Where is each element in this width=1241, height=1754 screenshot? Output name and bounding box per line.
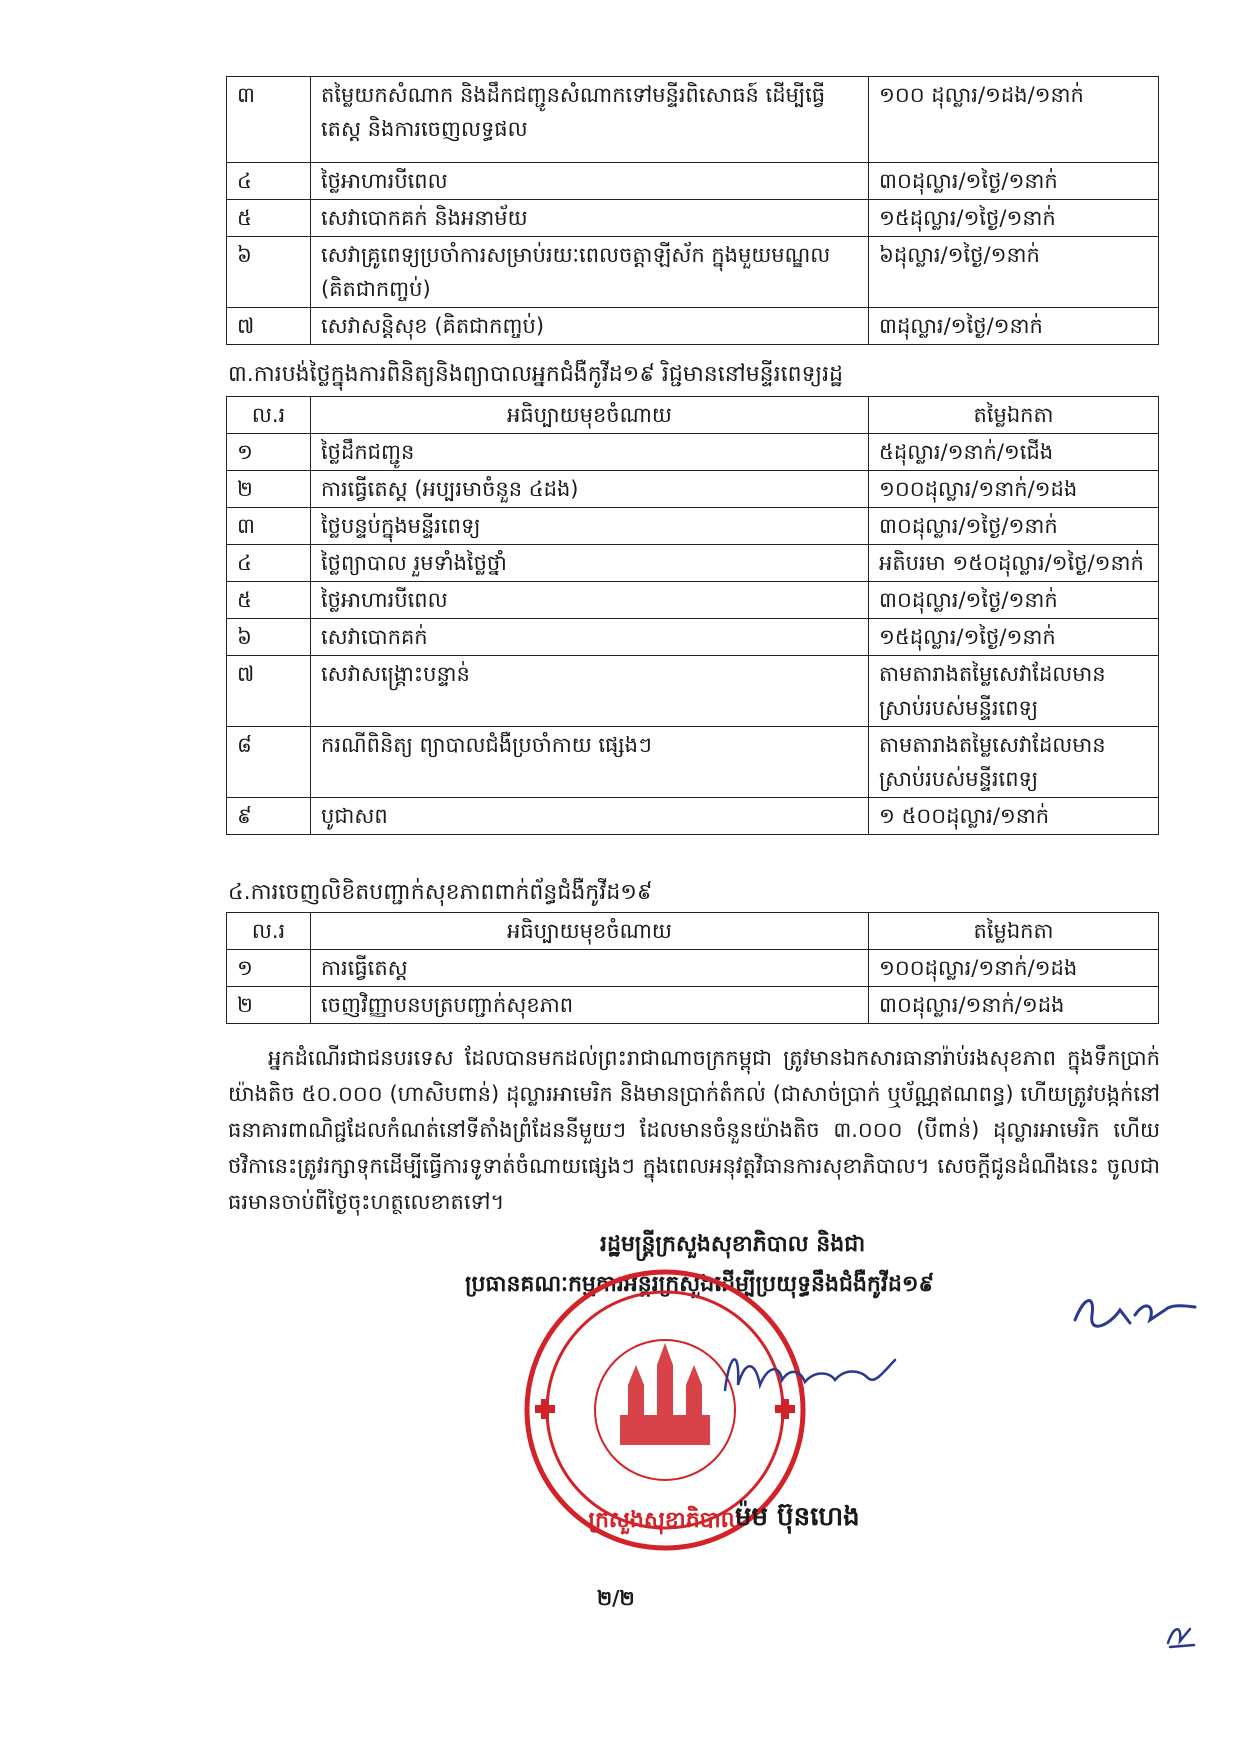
- row-description: ថ្លៃដឹកជញ្ជូន: [311, 434, 869, 471]
- header-number: ល.រ: [227, 397, 311, 434]
- page-number: ២/២: [597, 1586, 635, 1610]
- table-row: [227, 727, 1159, 798]
- row-price: ៣ដុល្លារ/១ថ្ងៃ/១នាក់: [869, 308, 1159, 345]
- row-description: ថ្លៃព្យាបាល រួមទាំងថ្លៃថ្នាំ: [311, 545, 869, 582]
- row-price: ១០០ដុល្លារ/១នាក់/១ដង: [869, 471, 1159, 508]
- table-row: [227, 987, 1159, 1024]
- row-description: សេវាបោកគក់: [311, 619, 869, 656]
- table-row: [227, 582, 1159, 619]
- row-price: ១០០ដុល្លារ/១នាក់/១ដង: [869, 950, 1159, 987]
- table-header-row: [227, 913, 1159, 950]
- row-price: ៦ដុល្លារ/១ថ្ងៃ/១នាក់: [869, 237, 1159, 308]
- table-row: [227, 508, 1159, 545]
- seal-text: ក្រសួងសុខាភិបាល: [588, 1508, 742, 1533]
- header-number: ល.រ: [227, 913, 311, 950]
- row-price: ៣០ដុល្លារ/១ថ្ងៃ/១នាក់: [869, 163, 1159, 200]
- row-number: ៥: [227, 582, 311, 619]
- table-row: [227, 545, 1159, 582]
- row-description: ការធ្វើតេស្ត: [311, 950, 869, 987]
- table-row: [227, 77, 1159, 163]
- notice-paragraph: អ្នកដំណើរជាជនបរទេស ដែលបានមកដល់ព្រះរាជាណាចក្រកម្ពុជា ត្រូវមានឯកសារធានារ៉ាប់រងសុខភាព ក្នុងទឹកប្រាក់យ៉ាងតិច ៥០.០០០ (ហាសិបពាន់) ដុល្លារអាមេរិក និងមានប្រាក់តំកល់ (ជាសាច់ប្រាក់ ឬប័ណ្ណឥណពន្ធ) ហើយត្រូវបង្កក់នៅធនាគារពាណិជ្ជដែលកំណត់នៅទីតាំងព្រំដែននីមួយៗ ដែលមានចំនួនយ៉ាងតិច ៣.០០០ (បីពាន់) ដុល្លារអាមេរិក ហើយថវិកានេះត្រូវរក្សាទុកដើម្បីធ្វើការទូទាត់ចំណាយផ្សេងៗ ក្នុងពេលអនុវត្តវិធានការសុខាភិបាល។ សេចក្តីជូនដំណឹងនេះ ចូលជាធរមានចាប់ពីថ្ងៃចុះហត្ថលេខាតទៅ។: [228, 1046, 1160, 1214]
- table-row: [227, 656, 1159, 727]
- row-price: តាមតារាងតម្លៃសេវាដែលមានស្រាប់របស់មន្ទីរពេទ្យ: [869, 656, 1159, 727]
- table-costs-continued: [226, 76, 1159, 345]
- row-number: ៦: [227, 619, 311, 656]
- table-row: [227, 200, 1159, 237]
- header-price: តម្លៃឯកតា: [869, 913, 1159, 950]
- row-description: ចេញវិញ្ញាបនបត្របញ្ជាក់សុខភាព: [311, 987, 869, 1024]
- signature-title-line-2: ប្រធានគណៈកម្មការអន្តរក្រសួងដើម្បីប្រយុទ្ធនឹងជំងឺកូវីដ១៩: [465, 1272, 935, 1297]
- row-number: ២: [227, 471, 311, 508]
- table-row: [227, 163, 1159, 200]
- row-price: ៣០ដុល្លារ/១នាក់/១ដង: [869, 987, 1159, 1024]
- handwritten-date: [1070, 1285, 1200, 1335]
- row-number: ១: [227, 950, 311, 987]
- table-row: [227, 619, 1159, 656]
- row-number: ២: [227, 987, 311, 1024]
- row-price: ៣០ដុល្លារ/១ថ្ងៃ/១នាក់: [869, 508, 1159, 545]
- row-price: ១ ៥០០ដុល្លារ/១នាក់: [869, 798, 1159, 835]
- header-description: អធិប្បាយមុខចំណាយ: [311, 913, 869, 950]
- table-row: [227, 308, 1159, 345]
- row-description: ការធ្វើតេស្ត (អប្បរមាចំនួន ៤ដង): [311, 471, 869, 508]
- handwritten-signature: [720, 1340, 900, 1410]
- row-description: ថ្លៃអាហារបីពេល: [311, 582, 869, 619]
- signatory-name: ម៉ម ប៊ុនហេង: [735, 1502, 860, 1532]
- row-number: ៨: [227, 727, 311, 798]
- row-price: ១៥ដុល្លារ/១ថ្ងៃ/១នាក់: [869, 619, 1159, 656]
- row-description: ករណីពិនិត្យ ព្យាបាលជំងឺប្រចាំកាយ ផ្សេងៗ: [311, 727, 869, 798]
- row-description: សេវាបោកគក់ និងអនាម័យ: [311, 200, 869, 237]
- table-section-3: [226, 396, 1159, 835]
- initial-mark: [1160, 1615, 1200, 1655]
- row-number: ៣: [227, 508, 311, 545]
- row-price: ៥ដុល្លារ/១នាក់/១ជើង: [869, 434, 1159, 471]
- table-section-4: [226, 912, 1159, 1024]
- table-row: [227, 471, 1159, 508]
- table-row: [227, 798, 1159, 835]
- row-description: តម្លៃយកសំណាក និងដឹកជញ្ជូនសំណាកទៅមន្ទីរពិសោធន៍ ដើម្បីធ្វើតេស្ត និងការចេញលទ្ធផល: [311, 77, 869, 163]
- row-number: ៧: [227, 656, 311, 727]
- table-row: [227, 950, 1159, 987]
- row-price: ១០០ ដុល្លារ/១ដង/១នាក់: [869, 77, 1159, 163]
- row-number: ៧: [227, 308, 311, 345]
- signature-title-line-1: រដ្ឋមន្ត្រីក្រសួងសុខាភិបាល និងជា: [600, 1232, 866, 1257]
- row-number: ៤: [227, 163, 311, 200]
- table-header-row: [227, 397, 1159, 434]
- row-number: ៣: [227, 77, 311, 163]
- row-number: ៦: [227, 237, 311, 308]
- section-3-title: ៣.ការបង់ថ្លៃក្នុងការពិនិត្យនិងព្យាបាលអ្នកជំងឺកូវីដ១៩ រិជ្ជមាននៅមន្ទីរពេទ្យរដ្ឋ: [228, 362, 844, 387]
- row-description: សេវាសង្គ្រោះបន្ទាន់: [311, 656, 869, 727]
- header-price: តម្លៃឯកតា: [869, 397, 1159, 434]
- row-number: ៤: [227, 545, 311, 582]
- table-row: [227, 237, 1159, 308]
- row-price: ១៥ដុល្លារ/១ថ្ងៃ/១នាក់: [869, 200, 1159, 237]
- row-description: បូជាសព: [311, 798, 869, 835]
- row-number: ១: [227, 434, 311, 471]
- row-number: ៩: [227, 798, 311, 835]
- row-number: ៥: [227, 200, 311, 237]
- row-price: អតិបរមា ១៥០ដុល្លារ/១ថ្ងៃ/១នាក់: [869, 545, 1159, 582]
- section-4-title: ៤.ការចេញលិខិតបញ្ជាក់សុខភាពពាក់ព័ន្ធជំងឺកូវីដ១៩: [228, 880, 653, 905]
- row-price: ៣០ដុល្លារ/១ថ្ងៃ/១នាក់: [869, 582, 1159, 619]
- row-description: សេវាគ្រូពេទ្យប្រចាំការសម្រាប់រយៈពេលចត្តាឡីស័ក ក្នុងមួយមណ្ឌល (គិតជាកញ្ចប់): [311, 237, 869, 308]
- header-description: អធិប្បាយមុខចំណាយ: [311, 397, 869, 434]
- row-description: សេវាសន្តិសុខ (គិតជាកញ្ចប់): [311, 308, 869, 345]
- row-description: ថ្លៃបន្ទប់ក្នុងមន្ទីរពេទ្យ: [311, 508, 869, 545]
- row-price: តាមតារាងតម្លៃសេវាដែលមានស្រាប់របស់មន្ទីរពេទ្យ: [869, 727, 1159, 798]
- row-description: ថ្លៃអាហារបីពេល: [311, 163, 869, 200]
- table-row: [227, 434, 1159, 471]
